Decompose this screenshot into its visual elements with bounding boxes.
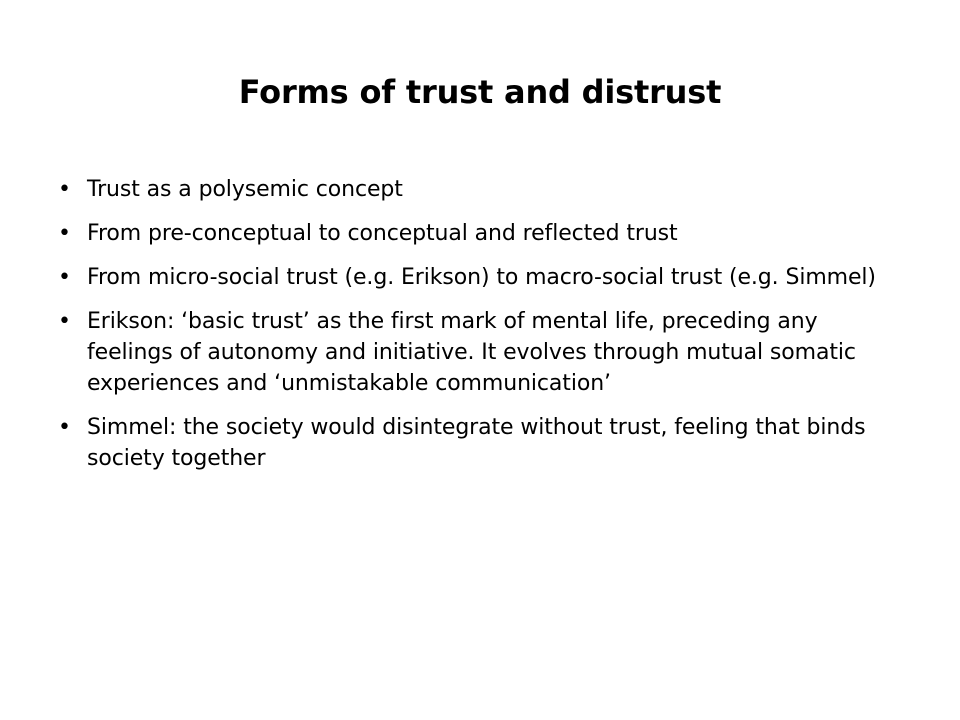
bullet-dot-icon: • bbox=[58, 309, 71, 334]
bullet-text: Simmel: the society would disintegrate without trust, feeling that binds society together bbox=[87, 415, 866, 471]
bullet-item bbox=[58, 262, 904, 293]
bullet-dot-icon: • bbox=[58, 177, 71, 202]
bullet-text: Trust as a polysemic concept bbox=[87, 177, 403, 202]
slide-title: Forms of trust and distrust bbox=[238, 73, 722, 111]
bullet-item bbox=[58, 306, 904, 399]
bullet-item bbox=[58, 218, 904, 249]
bullet-dot-icon: • bbox=[58, 221, 71, 246]
bullet-text: From micro-social trust (e.g. Erikson) to macro-social trust (e.g. Simmel) bbox=[87, 265, 876, 290]
bullet-dot-icon: • bbox=[58, 415, 71, 440]
bullet-text: From pre-conceptual to conceptual and reflected trust bbox=[87, 221, 678, 246]
bullet-item bbox=[58, 174, 904, 205]
bullet-text: Erikson: ‘basic trust’ as the first mark of mental life, preceding any feelings of autonomy and initiative. It evolves through mutual somatic experiences and ‘unmistakable communication’ bbox=[87, 309, 856, 396]
bullet-list bbox=[58, 174, 904, 487]
bullet-item bbox=[58, 412, 904, 474]
bullet-dot-icon: • bbox=[58, 265, 71, 290]
